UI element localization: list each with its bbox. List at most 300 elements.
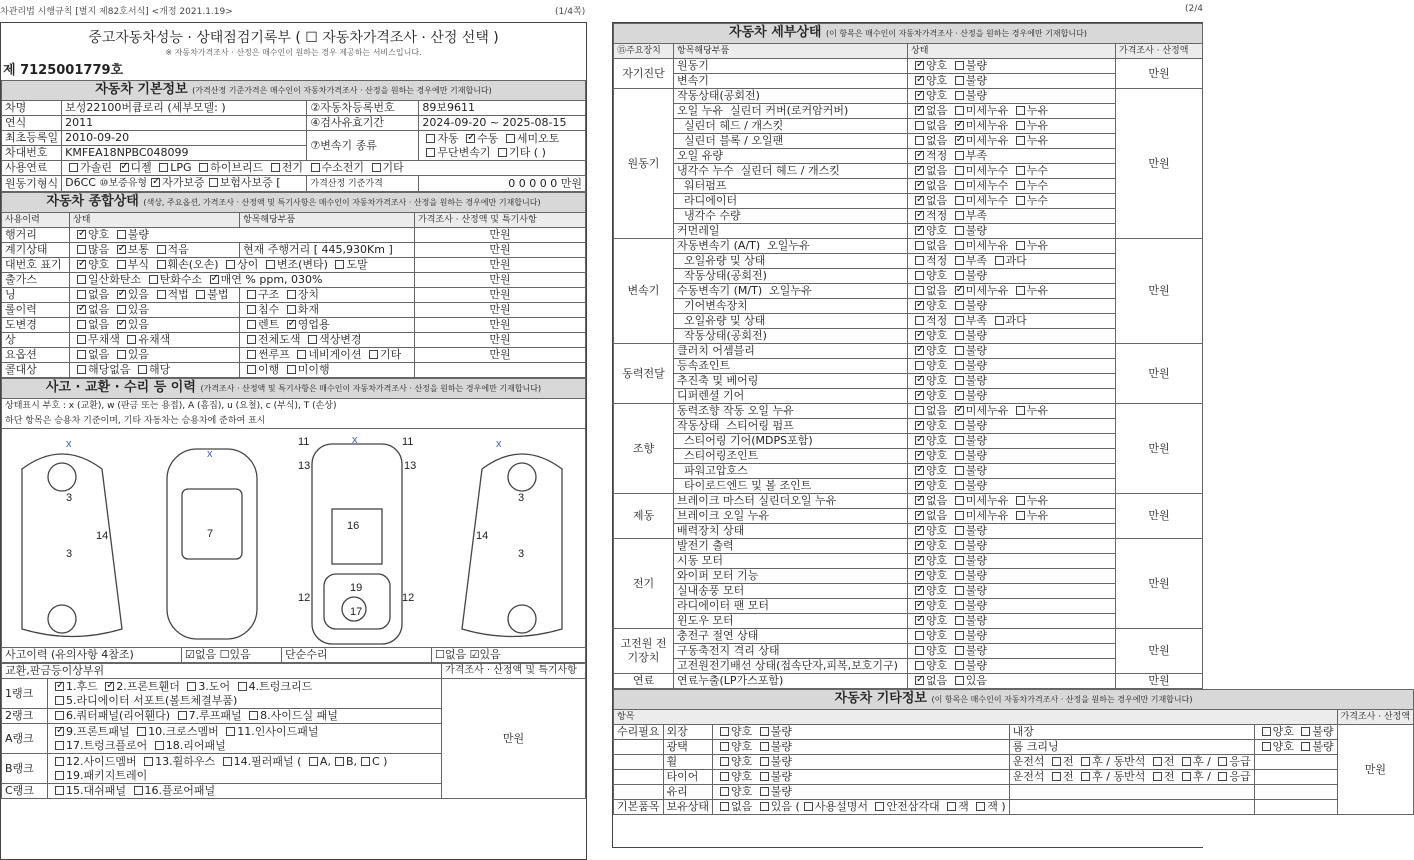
checkbox[interactable] [1016, 106, 1025, 115]
checkbox[interactable] [157, 290, 166, 299]
checkbox[interactable] [955, 76, 964, 85]
diagram-label: 13 [298, 460, 311, 472]
checkbox[interactable] [915, 586, 924, 595]
checkbox[interactable] [105, 682, 114, 691]
detail-status: ✓ 적정 부족 [908, 209, 1116, 224]
checkbox[interactable] [995, 256, 1004, 265]
basic-info-table [1, 80, 586, 192]
checkbox[interactable] [720, 787, 729, 796]
checkbox[interactable] [1081, 772, 1090, 781]
checkbox[interactable] [117, 305, 126, 314]
detail-group: 동력전달 [614, 344, 674, 404]
reg-label: ②자동차등록번호 [307, 101, 419, 116]
detail-row [614, 344, 1203, 359]
checkbox[interactable] [287, 365, 296, 374]
checkbox[interactable] [955, 556, 964, 565]
other-status: 양호 불량 [713, 755, 1010, 770]
detail-part: 스티어링 기어(MDPS포함) [674, 434, 908, 449]
checkbox[interactable] [955, 226, 964, 235]
checkbox[interactable] [955, 361, 964, 370]
checkbox[interactable] [915, 166, 924, 175]
checkbox[interactable] [1016, 181, 1025, 190]
checkbox[interactable] [915, 676, 924, 685]
checkbox[interactable] [55, 696, 64, 705]
other-status: 양호 불량 [713, 770, 1010, 785]
detail-row [614, 674, 1203, 689]
checkbox[interactable] [915, 466, 924, 475]
checkbox[interactable] [226, 260, 235, 269]
checkbox[interactable] [77, 305, 86, 314]
checkbox[interactable] [309, 757, 318, 766]
detail-row [614, 89, 1203, 104]
overall-extra: 침수 화재 [240, 303, 415, 318]
checkbox[interactable] [915, 646, 924, 655]
other-row [614, 725, 1414, 740]
checkbox[interactable] [117, 350, 126, 359]
checkbox[interactable] [915, 526, 924, 535]
detail-price: 만원 [1116, 404, 1203, 494]
overall-label: 요옵션 [2, 348, 70, 363]
checkbox[interactable] [77, 320, 86, 329]
checkbox[interactable] [117, 320, 126, 329]
checkbox[interactable] [247, 290, 256, 299]
checkbox[interactable] [361, 757, 370, 766]
diagram-label: 13 [404, 460, 417, 472]
checkbox[interactable] [955, 616, 964, 625]
checkbox[interactable] [1016, 166, 1025, 175]
detail-part: 실린더 헤드 / 개스킷 [674, 119, 908, 134]
checkbox[interactable] [955, 211, 964, 220]
checkbox[interactable] [77, 245, 86, 254]
checkbox[interactable] [915, 151, 924, 160]
checkbox[interactable] [875, 802, 884, 811]
checkbox[interactable] [804, 802, 813, 811]
fuel-checkbox[interactable] [271, 163, 280, 172]
checkbox[interactable] [55, 682, 64, 691]
checkbox[interactable] [915, 211, 924, 220]
checkbox[interactable] [955, 481, 964, 490]
checkbox[interactable] [915, 196, 924, 205]
rank-label: 2랭크 [2, 709, 48, 724]
other-item2: 룸 크리닝 [1009, 740, 1254, 755]
fuel-options [62, 161, 586, 176]
checkbox[interactable] [1301, 742, 1310, 751]
checkbox[interactable] [915, 91, 924, 100]
detail-part: 오일유량 및 상태 [674, 254, 908, 269]
warranty-checkbox[interactable] [151, 178, 160, 187]
checkbox[interactable] [955, 241, 964, 250]
detail-price: 만원 [1116, 59, 1203, 89]
detail-part: 타이로드엔드 및 볼 조인트 [674, 479, 908, 494]
rank-price: 만원 [442, 679, 586, 799]
checkbox[interactable] [915, 226, 924, 235]
checkbox[interactable] [915, 541, 924, 550]
detail-row [614, 659, 1203, 674]
checkbox[interactable] [1016, 511, 1025, 520]
diagram-label: 17 [350, 606, 363, 618]
other-status2 [1254, 755, 1337, 770]
checkbox[interactable] [955, 166, 964, 175]
checkbox[interactable] [720, 772, 729, 781]
other-item2 [1009, 800, 1254, 815]
checkbox[interactable] [247, 320, 256, 329]
other-item: 외장 [663, 725, 713, 740]
checkbox[interactable] [1218, 757, 1227, 766]
checkbox[interactable] [287, 305, 296, 314]
checkbox[interactable] [760, 802, 769, 811]
detail-price: 만원 [1116, 629, 1203, 674]
checkbox[interactable] [915, 361, 924, 370]
overall-note: (색상, 주요옵션, 가격조사 · 산정액 및 특기사항은 매수인이 자동차가격조사 · 산정을 원하는 경우에만 기재합니다) [143, 198, 541, 207]
checkbox[interactable] [955, 316, 964, 325]
checkbox[interactable] [117, 260, 126, 269]
engine-label: 원동기형식 [2, 176, 62, 192]
checkbox[interactable] [955, 346, 964, 355]
detail-status: ✓ 없음 미세누수 누수 [908, 194, 1116, 209]
accident-hist-label: 사고이력 (유의사항 4참조) [2, 648, 182, 663]
checkbox[interactable] [1262, 742, 1271, 751]
checkbox[interactable] [134, 786, 143, 795]
detail-row [614, 509, 1203, 524]
trans-other-checkbox[interactable] [498, 148, 507, 157]
checkbox[interactable] [915, 271, 924, 280]
checkbox[interactable] [955, 571, 964, 580]
checkbox[interactable] [915, 421, 924, 430]
checkbox[interactable] [226, 727, 235, 736]
checkbox[interactable] [915, 556, 924, 565]
checkbox[interactable] [760, 742, 769, 751]
checkbox[interactable] [249, 711, 258, 720]
fuel-checkbox[interactable] [159, 163, 168, 172]
checkbox[interactable] [297, 350, 306, 359]
detail-group: 연료 [614, 674, 674, 689]
checkbox[interactable] [955, 511, 964, 520]
checkbox[interactable] [149, 275, 158, 284]
diagram-label: 14 [476, 530, 489, 542]
checkbox[interactable] [955, 286, 964, 295]
other-group: 수리필요 [614, 725, 664, 740]
checkbox[interactable] [760, 772, 769, 781]
checkbox[interactable] [117, 230, 126, 239]
checkbox[interactable] [760, 727, 769, 736]
other-group: 기본품목 [614, 800, 664, 815]
checkbox[interactable] [955, 451, 964, 460]
checkbox[interactable] [247, 350, 256, 359]
checkbox[interactable] [915, 121, 924, 130]
checkbox[interactable] [144, 757, 153, 766]
checkbox[interactable] [1182, 772, 1191, 781]
checkbox[interactable] [117, 290, 126, 299]
checkbox[interactable] [1016, 136, 1025, 145]
checkbox[interactable] [955, 196, 964, 205]
first-reg-label: 최초등록일 [2, 131, 62, 146]
checkbox[interactable] [915, 106, 924, 115]
checkbox[interactable] [947, 802, 956, 811]
checkbox[interactable] [955, 181, 964, 190]
checkbox[interactable] [238, 682, 247, 691]
checkbox[interactable] [915, 76, 924, 85]
car-diagram [1, 429, 586, 647]
checkbox[interactable] [955, 61, 964, 70]
checkbox[interactable] [1153, 757, 1162, 766]
checkbox[interactable] [955, 106, 964, 115]
checkbox[interactable] [247, 365, 256, 374]
checkbox[interactable] [955, 601, 964, 610]
detail-part: 스티어링조인트 [674, 449, 908, 464]
checkbox[interactable] [77, 275, 86, 284]
other-status: 양호 불량 [713, 740, 1010, 755]
checkbox[interactable] [915, 316, 924, 325]
checkbox[interactable] [915, 601, 924, 610]
overall-label: 상 [2, 333, 70, 348]
checkbox[interactable] [720, 742, 729, 751]
checkbox[interactable] [335, 757, 344, 766]
detail-row [614, 524, 1203, 539]
checkbox[interactable] [915, 181, 924, 190]
col-head: 항목해당부품 [674, 44, 908, 59]
checkbox[interactable] [266, 260, 275, 269]
checkbox[interactable] [127, 335, 136, 344]
checkbox[interactable] [1052, 772, 1061, 781]
checkbox[interactable] [157, 245, 166, 254]
checkbox[interactable] [955, 421, 964, 430]
overall-price: 만원 [415, 348, 586, 363]
trans-auto-checkbox[interactable] [426, 134, 435, 143]
checkbox[interactable] [1301, 727, 1310, 736]
checkbox[interactable] [915, 391, 924, 400]
detail-row [614, 299, 1203, 314]
detail-status: ✓ 없음 미세누유 누유 [908, 509, 1116, 524]
detail-part: 고전원전기배선 상태(접속단자,피복,보호기구) [674, 659, 908, 674]
checkbox[interactable] [915, 406, 924, 415]
detail-part: 배력장치 상태 [674, 524, 908, 539]
checkbox[interactable] [77, 230, 86, 239]
fuel-checkbox[interactable] [311, 163, 320, 172]
checkbox[interactable] [287, 320, 296, 329]
checkbox[interactable] [157, 260, 166, 269]
trans-semi-checkbox[interactable] [506, 134, 515, 143]
checkbox[interactable] [55, 786, 64, 795]
checkbox[interactable] [77, 335, 86, 344]
checkbox[interactable] [178, 711, 187, 720]
checkbox[interactable] [955, 676, 964, 685]
fuel-opt: 하이브리드 [210, 161, 264, 174]
detail-row [614, 419, 1203, 434]
left-page [0, 22, 587, 860]
checkbox[interactable] [915, 481, 924, 490]
checkbox[interactable] [1016, 196, 1025, 205]
checkbox[interactable] [760, 757, 769, 766]
checkbox[interactable] [1016, 406, 1025, 415]
checkbox[interactable] [287, 290, 296, 299]
overall-label: 도변경 [2, 318, 70, 333]
overall-row [2, 318, 586, 333]
exchange-mark: x [352, 434, 358, 446]
overall-status: 없음 ✓있음 [70, 318, 240, 333]
checkbox[interactable] [223, 757, 232, 766]
other-status: 양호 불량 [713, 725, 1010, 740]
trans-label: ⑦변속기 종류 [307, 131, 419, 161]
checkbox[interactable] [760, 787, 769, 796]
checkbox[interactable] [955, 496, 964, 505]
checkbox[interactable] [915, 256, 924, 265]
checkbox[interactable] [915, 376, 924, 385]
checkbox[interactable] [335, 260, 344, 269]
checkbox[interactable] [1016, 241, 1025, 250]
fuel-checkbox[interactable] [120, 163, 129, 172]
checkbox[interactable] [915, 451, 924, 460]
checkbox[interactable] [955, 271, 964, 280]
checkbox[interactable] [720, 757, 729, 766]
doc-number: 제 7125001779호 [3, 63, 124, 78]
checkbox[interactable] [77, 290, 86, 299]
detail-part: 와이퍼 모터 기능 [674, 569, 908, 584]
accident-header: 사고 · 교환 · 수리 등 이력 [45, 380, 196, 395]
checkbox[interactable] [915, 331, 924, 340]
checkbox[interactable] [155, 741, 164, 750]
checkbox[interactable] [976, 802, 985, 811]
checkbox[interactable] [915, 286, 924, 295]
detail-group: 조향 [614, 404, 674, 494]
checkbox[interactable] [1182, 757, 1191, 766]
checkbox[interactable] [247, 305, 256, 314]
checkbox[interactable] [915, 661, 924, 670]
fuel-checkbox[interactable] [199, 163, 208, 172]
checkbox[interactable] [77, 365, 86, 374]
overall-extra: 구조 장치 [240, 288, 415, 303]
checkbox[interactable] [55, 727, 64, 736]
checkbox[interactable] [187, 682, 196, 691]
fuel-opt: 가솔린 [80, 161, 113, 174]
detail-part: 충전구 절연 상태 [674, 629, 908, 644]
checkbox[interactable] [1153, 772, 1162, 781]
checkbox[interactable] [55, 771, 64, 780]
checkbox[interactable] [247, 335, 256, 344]
overall-price: 만원 [415, 303, 586, 318]
checkbox[interactable] [369, 350, 378, 359]
checkbox[interactable] [1081, 757, 1090, 766]
checkbox[interactable] [210, 275, 219, 284]
checkbox[interactable] [955, 151, 964, 160]
diagram-label: 12 [298, 592, 311, 604]
detail-group: 전기 [614, 539, 674, 629]
checkbox[interactable] [915, 136, 924, 145]
exchange-mark: x [496, 438, 502, 450]
vin: KMFEA18NPBC048099 [62, 146, 307, 161]
checkbox[interactable] [915, 511, 924, 520]
checkbox[interactable] [955, 91, 964, 100]
checkbox[interactable] [915, 571, 924, 580]
detail-part: 작동상태(공회전) [674, 89, 908, 104]
fuel-checkbox[interactable] [69, 163, 78, 172]
detail-row [614, 554, 1203, 569]
checkbox[interactable] [915, 496, 924, 505]
checkbox[interactable] [915, 436, 924, 445]
checkbox[interactable] [720, 802, 729, 811]
checkbox[interactable] [117, 245, 126, 254]
checkbox[interactable] [196, 290, 205, 299]
checkbox[interactable] [915, 631, 924, 640]
other-row [614, 770, 1414, 785]
warranty-checkbox[interactable] [209, 178, 218, 187]
detail-row [614, 179, 1203, 194]
checkbox[interactable] [1052, 757, 1061, 766]
checkbox[interactable] [955, 301, 964, 310]
checkbox[interactable] [955, 631, 964, 640]
col-head: 가격조사 · 산정액 [1116, 44, 1203, 59]
rank-label: 1랭크 [2, 679, 48, 709]
checkbox[interactable] [955, 526, 964, 535]
checkbox[interactable] [955, 376, 964, 385]
checkbox[interactable] [55, 711, 64, 720]
detail-status: 없음 ✓미세누유 누유 [908, 119, 1116, 134]
checkbox[interactable] [955, 256, 964, 265]
checkbox[interactable] [955, 586, 964, 595]
rank-table [1, 663, 586, 799]
checkbox[interactable] [137, 727, 146, 736]
fuel-checkbox[interactable] [372, 163, 381, 172]
inspect-period: 2024-09-20 ~ 2025-08-15 [419, 116, 586, 131]
checkbox[interactable] [915, 241, 924, 250]
checkbox[interactable] [308, 335, 317, 344]
checkbox[interactable] [1262, 727, 1271, 736]
checkbox[interactable] [955, 646, 964, 655]
checkbox[interactable] [720, 727, 729, 736]
checkbox[interactable] [955, 406, 964, 415]
checkbox[interactable] [955, 136, 964, 145]
checkbox[interactable] [955, 121, 964, 130]
detail-part: 발전기 출력 [674, 539, 908, 554]
detail-part: 원동기 [674, 59, 908, 74]
checkbox[interactable] [1016, 286, 1025, 295]
checkbox[interactable] [915, 346, 924, 355]
checkbox[interactable] [915, 61, 924, 70]
checkbox[interactable] [955, 661, 964, 670]
rank-items: ✓1.후드 ✓2.프론트휀더 3.도어 4.트렁크리드 5.라디에이터 서포트(볼트체결부품) [48, 679, 442, 709]
checkbox[interactable] [55, 741, 64, 750]
checkbox[interactable] [955, 331, 964, 340]
checkbox[interactable] [77, 260, 86, 269]
trans-manual-checkbox[interactable] [466, 134, 475, 143]
other-row [614, 785, 1414, 800]
checkbox[interactable] [77, 350, 86, 359]
trans-cvt-checkbox[interactable] [426, 148, 435, 157]
checkbox[interactable] [915, 301, 924, 310]
checkbox[interactable] [1016, 496, 1025, 505]
detail-part: 윈도우 모터 [674, 614, 908, 629]
exchange-mark: x [66, 438, 72, 450]
checkbox[interactable] [138, 365, 147, 374]
right-page-number: (2/4 [1185, 4, 1203, 14]
detail-status: ✓ 양호 불량 [908, 74, 1116, 89]
overall-price: 만원 [415, 333, 586, 348]
checkbox[interactable] [1016, 121, 1025, 130]
detail-row [614, 209, 1203, 224]
right-page [612, 22, 1411, 848]
checkbox[interactable] [55, 757, 64, 766]
checkbox[interactable] [915, 616, 924, 625]
checkbox[interactable] [1218, 772, 1227, 781]
detail-row [614, 269, 1203, 284]
checkbox[interactable] [955, 466, 964, 475]
checkbox[interactable] [955, 391, 964, 400]
checkbox[interactable] [955, 436, 964, 445]
detail-status: ✓ 양호 불량 [908, 419, 1116, 434]
checkbox[interactable] [955, 541, 964, 550]
detail-status: ✓ 양호 불량 [908, 464, 1116, 479]
overall-label: 롤이력 [2, 303, 70, 318]
checkbox[interactable] [995, 316, 1004, 325]
